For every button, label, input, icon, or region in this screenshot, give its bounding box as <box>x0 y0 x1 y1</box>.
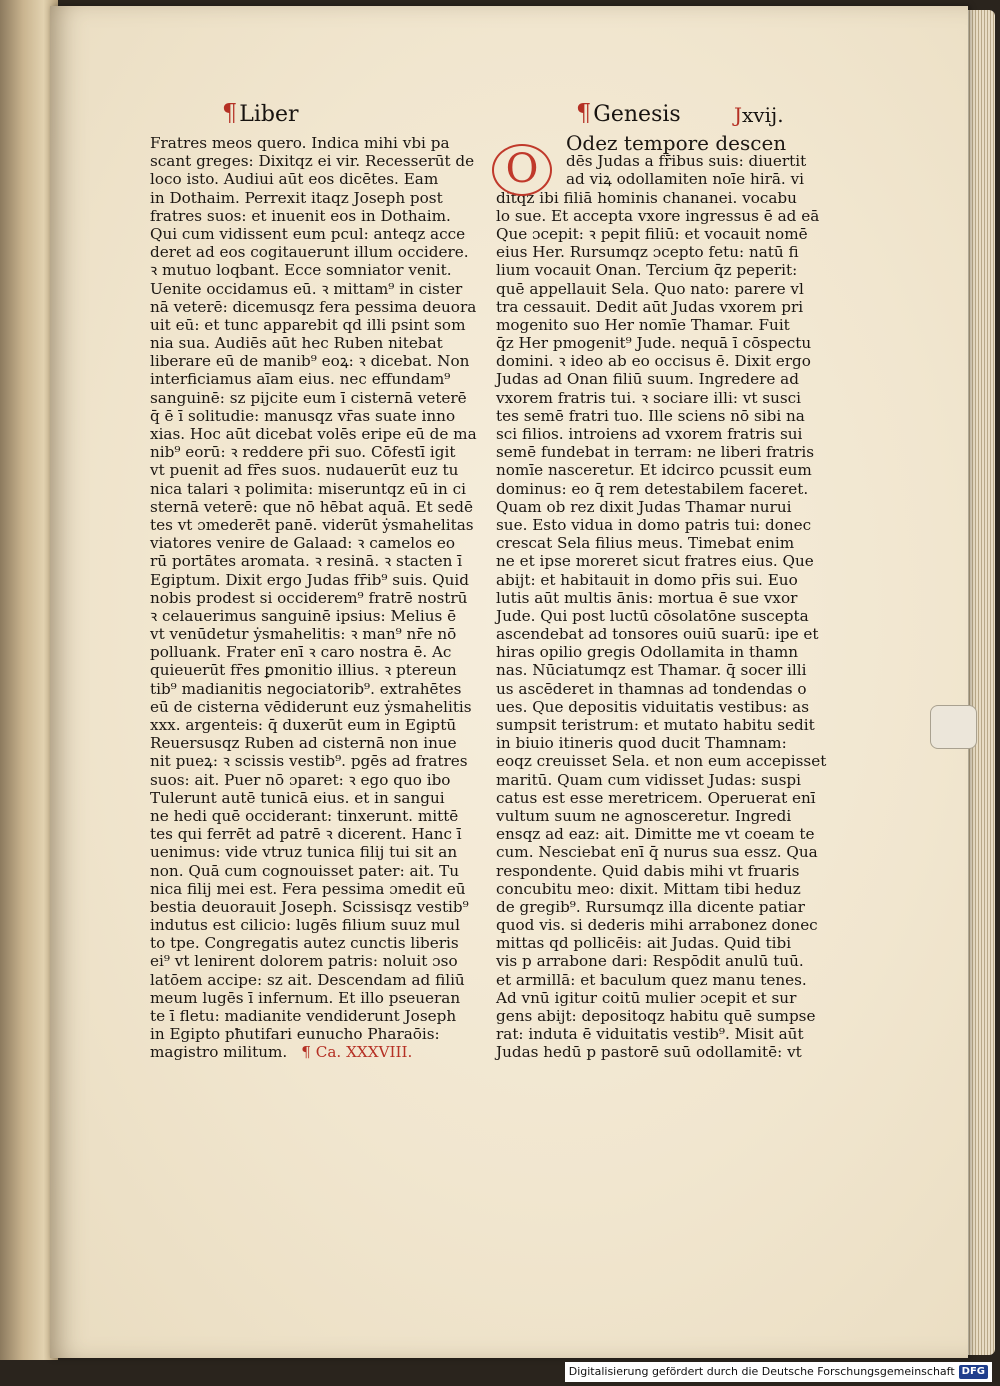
text-line-content: et armillā: et baculum quez manu tenes. <box>496 970 807 989</box>
text-line <box>150 788 445 807</box>
text-line-content: nā veterē: dicemusqz fera pessima deuora <box>150 297 477 316</box>
funding-text: Digitalisierung gefördert durch die Deutsche Forschungsgemeinschaft <box>568 1365 955 1378</box>
text-line <box>150 170 442 188</box>
text-line-content: quē appellauit Sela. Quo nato: parere vl <box>496 279 804 298</box>
text-line <box>496 989 814 1007</box>
text-line <box>150 988 461 1007</box>
text-line-content: polluank. Frater enī ꝛ caro nostra ē. Ac <box>150 643 452 662</box>
text-line <box>150 752 468 771</box>
text-line <box>496 534 814 552</box>
text-line <box>496 661 814 679</box>
text-line-content: eū de cisterna vēdiderunt euz ẏsmahelitis <box>150 697 472 716</box>
text-line <box>150 825 462 844</box>
text-line-content: nib⁹ eorū: ꝛ reddere pr̄i suo. Cōfestī igit <box>150 443 456 462</box>
text-line-content: sue. Esto vidua in domo patris tui: donec <box>496 515 812 534</box>
text-line <box>150 643 452 662</box>
text-line <box>496 698 814 716</box>
text-line-content: Judas ad Onan filiū suum. Ingredere ad <box>496 370 799 389</box>
text-line <box>150 970 465 989</box>
text-line-content: quod vis. si dederis mihi arrabonez donec <box>496 916 818 935</box>
text-line-content: rat: induta ē viduitatis vestib⁹. Misit aūt <box>496 1025 804 1044</box>
text-line-content: nas. Nūciatumqz est Thamar. q̄ socer illi <box>496 661 807 680</box>
text-line <box>496 131 814 155</box>
text-line-content: de gregib⁹. Rursumqz illa dicente patiar <box>496 897 805 916</box>
text-line-content: Que ɔcepit: ꝛ pepit filiū: et vocauit nomē <box>496 224 808 243</box>
text-line <box>496 716 814 734</box>
text-line-content: abijt: et habitauit in domo pr̄is sui. Euo <box>496 570 798 589</box>
text-line <box>150 479 466 498</box>
page-marker-tab <box>930 705 977 749</box>
text-line <box>150 497 473 516</box>
text-line <box>496 807 814 825</box>
text-line <box>150 897 469 916</box>
text-line-content: ꝛ celauerimus sanguinē ipsius: Melius ē <box>150 606 457 625</box>
text-line <box>150 606 457 625</box>
chapter-heading: ¶ Ca. XXXVIII. <box>301 1043 413 1062</box>
text-line-content: tes vt ɔmederēt panē. viderūt ẏsmahelitas <box>150 515 474 534</box>
text-line <box>496 789 814 807</box>
text-line <box>150 1007 457 1025</box>
text-line <box>496 316 814 334</box>
text-line <box>150 716 457 734</box>
text-line-content: nica filij mei est. Fera pessima ɔmedit eū <box>150 879 466 898</box>
text-line-content: lutis aūt multis ānis: mortua ē sue vxor <box>496 588 798 607</box>
text-line-content: interficiamus aīam eius. nec effundam⁹ <box>150 370 451 389</box>
text-line <box>496 571 814 589</box>
text-column-right <box>496 131 827 1062</box>
text-line-content: tes qui ferrēt ad patrē ꝛ dicerent. Hanc ī <box>150 825 462 844</box>
text-line-content: Jude. Qui post luctū cōsolatōne suscepta <box>496 606 809 625</box>
text-line <box>496 643 814 661</box>
text-line <box>150 661 457 680</box>
pilcrow-right: ¶ <box>576 99 592 127</box>
text-line <box>150 406 456 425</box>
text-line-content: xias. Hoc aūt dicebat volēs eripe eū de ma <box>150 425 477 443</box>
text-line <box>496 880 814 898</box>
text-line-content: fratres suos: et inuenit eos in Dothaim. <box>150 206 451 225</box>
text-line <box>496 734 814 752</box>
text-line-content: vultum suum ne agnosceretur. Ingredi <box>496 806 792 825</box>
text-line <box>150 534 455 553</box>
text-line <box>150 297 477 316</box>
text-column-left <box>150 134 477 1062</box>
dfg-logo: DFG <box>959 1365 988 1379</box>
text-line <box>496 280 814 298</box>
text-line-content: Fratres meos quero. Indica mihi vbi pa <box>150 134 450 152</box>
text-line <box>496 443 814 461</box>
text-line-content: mogenito suo Her nomīe Thamar. Fuit <box>496 315 790 334</box>
text-line <box>150 425 477 443</box>
text-line-content: eoqz creuisset Sela. et non eum accepisset <box>496 752 827 771</box>
text-line <box>496 407 814 425</box>
text-line-content: maritū. Quam cum vidisset Judas: suspi <box>496 770 802 789</box>
text-line-content: Reuersusqz Ruben ad cisternā non inue <box>150 734 457 753</box>
text-line <box>496 461 814 479</box>
text-line-content: hiras opilio gregis Odollamita in thamn <box>496 643 799 662</box>
text-line-content: sanguinē: sz pijcite eum ī cisternā veterē <box>150 388 467 407</box>
text-line-content: Odez tempore descen <box>566 131 787 155</box>
text-line <box>150 189 442 207</box>
text-line <box>496 480 814 498</box>
text-line-content: in biuio itineris quod ducit Thamnam: <box>496 734 787 753</box>
folio-number <box>734 103 784 127</box>
text-line-content: nit pueꝝ: ꝛ scissis vestib⁹. pgēs ad fratres <box>150 752 468 771</box>
text-line <box>150 934 459 953</box>
text-line-content: tra cessauit. Dedit aūt Judas vxorem pri <box>496 297 804 316</box>
text-line <box>496 771 814 789</box>
running-head-left <box>222 99 299 127</box>
text-line-content: ne hedi quē occiderant: tinxerunt. mittē <box>150 806 459 825</box>
text-line-content: gens abijt: depositoqz habitu quē sumpse <box>496 1007 816 1025</box>
text-line <box>150 952 458 971</box>
text-line-content: respondente. Quid dabis mihi vt fruaris <box>496 861 800 880</box>
text-line-content: bestia deuorauit Joseph. Scissisqz vestib⁹ <box>150 897 469 916</box>
text-line-content: ascendebat ad tonsores ouiū suarū: ipe et <box>496 625 819 644</box>
text-line <box>150 697 472 716</box>
text-line <box>496 298 814 316</box>
text-line <box>150 515 474 534</box>
text-line <box>496 206 820 225</box>
text-line-content: vt venūdetur ẏsmahelitis: ꝛ man⁹ nr̄e nō <box>150 625 457 644</box>
text-line-content: vxorem fratris tui. ꝛ sociare illi: vt susci <box>496 388 802 407</box>
text-line <box>496 516 814 534</box>
text-line-content: concubitu meo: dixit. Mittam tibi heduz <box>496 879 801 898</box>
text-line-content: q̄z Her pmogenit⁹ Jude. nequā ī cōspectu <box>496 334 812 353</box>
text-line-content: nomīe nasceretur. Et idcirco pcussit eum <box>496 461 812 480</box>
text-line <box>496 971 814 989</box>
text-line <box>150 261 452 280</box>
text-line <box>150 224 466 243</box>
text-line-content: sci filios. introiens ad vxorem fratris sui <box>496 425 803 443</box>
text-line-content: Egiptum. Dixit ergo Judas fr̄ib⁹ suis. Quid <box>150 570 469 589</box>
text-line <box>496 243 814 261</box>
text-line-content: tib⁹ madianitis negociatorib⁹. extrahētes <box>150 679 462 698</box>
text-line-content: ei⁹ vt lenirent dolorem patris: noluit ɔso <box>150 952 458 971</box>
text-line-content: quieuerūt fr̄es ꝑmonitio illius. ꝛ ptereun <box>150 661 457 680</box>
text-line <box>496 261 814 279</box>
text-line-content: nica talari ꝛ polimita: miseruntqz eū in ci <box>150 479 466 498</box>
text-line-content: viatores venire de Galaad: ꝛ camelos eo <box>150 534 455 553</box>
running-head-left-text: Liber <box>239 102 299 127</box>
text-line <box>150 625 457 644</box>
text-line-content: Judas hedū p pastorē suū odollamitē: vt <box>496 1043 802 1062</box>
text-line <box>150 770 451 789</box>
text-line-content: dēs Judas a fr̄ibus suis: diuertit <box>566 152 807 171</box>
text-line-content: semē fundebat in terram: ne liberi fratris <box>496 443 814 462</box>
text-line <box>496 1007 814 1025</box>
text-line <box>150 370 451 389</box>
text-line-content: non. Quā cum cognouisset pater: ait. Tu <box>150 861 460 880</box>
text-line <box>150 552 463 571</box>
text-line-content: Qui cum vidissent eum pcul: anteqz acce <box>150 224 466 243</box>
text-line <box>496 680 814 698</box>
text-line-content: to tpe. Congregatis autez cunctis liberis <box>150 934 459 953</box>
text-line <box>496 352 814 370</box>
text-line-content: q̄ ē ī solitudie: manusqz vr̄as suate inno <box>150 406 456 425</box>
pilcrow-left: ¶ <box>222 99 238 127</box>
text-line <box>150 334 442 352</box>
text-line-content: tes semē fratri tuo. Ille sciens nō sibi na <box>496 406 805 425</box>
text-line-content: magistro militum. <box>150 1043 288 1062</box>
text-line <box>150 1025 442 1043</box>
text-line-content: deret ad eos cogitauerunt illum occidere. <box>150 243 469 262</box>
text-line-content: rū portātes aromata. ꝛ resinā. ꝛ stacten ī <box>150 552 463 571</box>
text-line-content: indutus est cilicio: lugēs filium suuz mul <box>150 916 460 935</box>
text-line <box>150 134 450 152</box>
text-line <box>150 1043 442 1061</box>
text-line <box>496 862 814 880</box>
text-line <box>496 825 814 843</box>
text-line <box>150 461 459 480</box>
text-line-content: ditqz ibi filiā hominis chananei. vocabu <box>496 188 797 207</box>
text-line-content: cum. Nesciebat enī q̄ nurus sua essz. Qua <box>496 843 818 862</box>
text-line <box>150 279 463 298</box>
text-line-content: us ascēderet in thamnas ad tondendas o <box>496 679 807 698</box>
text-line <box>150 879 466 898</box>
text-line <box>150 588 468 607</box>
text-line-content: liberare eū de manib⁹ eoꝝ: ꝛ dicebat. Non <box>150 352 470 371</box>
text-line-content: te ī fletu: madianite vendiderunt Joseph <box>150 1007 457 1025</box>
text-line-content: xxx. argenteis: q̄ duxerūt eum in Egiptū <box>150 716 457 734</box>
text-line-content: lo sue. Et accepta vxore ingressus ē ad eā <box>496 206 820 225</box>
text-line-content: crescat Sela filius meus. Timebat enim <box>496 534 795 553</box>
text-line-content: sumpsit teristrum: et mutato habitu sedit <box>496 716 815 734</box>
text-line-content: loco isto. Audiui aūt eos dicētes. Eam <box>150 170 439 189</box>
text-line <box>150 843 458 862</box>
text-line <box>496 334 814 352</box>
decorated-initial: O <box>492 144 552 196</box>
text-line <box>496 625 819 644</box>
running-head-right-text: Genesis <box>593 102 681 127</box>
text-line-content: suos: ait. Puer nō ɔparet: ꝛ ego quo ibo <box>150 770 451 789</box>
text-line-content: ad viꝝ odollamiten noīe hirā. vi <box>566 170 805 189</box>
running-head-right <box>576 99 681 127</box>
text-line <box>150 315 466 334</box>
text-line <box>496 225 814 243</box>
text-line <box>150 806 459 825</box>
text-line-content: dominus: eo q̄ rem detestabilem faceret. <box>496 479 809 498</box>
text-line-content: Ad vnū igitur coitū mulier ɔcepit et sur <box>496 988 797 1007</box>
text-line-content: ꝛ mutuo loqbant. Ecce somniator venit. <box>150 261 452 280</box>
text-line <box>150 679 462 698</box>
text-line-content: lium vocauit Onan. Tercium q̄z peperit: <box>496 261 798 280</box>
text-line <box>496 752 827 771</box>
text-line-content: ne et ipse moreret sicut fratres eius. Que <box>496 552 814 571</box>
text-line <box>496 607 814 625</box>
text-line-content: in Egipto pħutifari eunucho Pharaōis: <box>150 1025 440 1044</box>
text-line-content: ensqz ad eaz: ait. Dimitte me vt coeam te <box>496 825 815 844</box>
text-line <box>496 389 814 407</box>
text-line <box>496 898 814 916</box>
text-line <box>150 206 451 225</box>
text-line-content: Quam ob rez dixit Judas Thamar nurui <box>496 497 792 516</box>
folio-mark: J <box>734 103 743 127</box>
text-line-content: latōem accipe: sz ait. Descendam ad filiū <box>150 970 465 989</box>
text-line <box>496 189 814 207</box>
text-line <box>150 916 460 935</box>
text-line <box>150 570 469 589</box>
text-line <box>150 861 460 880</box>
text-line <box>496 934 814 952</box>
text-line-content: nobis prodest si occiderem⁹ fratrē nostrū <box>150 588 468 607</box>
text-line-content: nia sua. Audiēs aūt hec Ruben nitebat <box>150 334 443 353</box>
text-line <box>150 443 456 462</box>
text-line <box>496 425 814 443</box>
text-line <box>150 243 469 262</box>
text-line <box>496 498 814 516</box>
text-line-content: Uenite occidamus eū. ꝛ mittam⁹ in cister <box>150 279 463 298</box>
text-line <box>496 916 818 935</box>
text-line <box>496 843 818 862</box>
text-line <box>496 1025 814 1043</box>
text-line-content: domini. ꝛ ideo ab eo occisus ē. Dixit ergo <box>496 352 811 371</box>
text-line <box>496 952 814 970</box>
text-line-content: in Dothaim. Perrexit itaqz Joseph post <box>150 188 443 207</box>
text-line-content: ues. Que depositis viduitatis vestibus: as <box>496 697 810 716</box>
text-line <box>496 370 814 388</box>
text-line-content: mittas qd pollicēis: ait Judas. Quid tibi <box>496 934 792 953</box>
text-line <box>496 1043 814 1061</box>
text-line-content: sternā veterē: que nō hēbat aquā. Et sedē <box>150 497 473 516</box>
text-line <box>496 552 814 570</box>
text-line-content: meum lugēs ī infernum. Et illo pseueran <box>150 988 461 1007</box>
text-line <box>150 152 475 171</box>
text-line-content: vt puenit ad fr̄es suos. nudauerūt euz tu <box>150 461 459 480</box>
text-line-content: uit eū: et tunc apparebit qd illi psint som <box>150 315 466 334</box>
text-line-content: eius Her. Rursumqz ɔcepto fetu: natū fi <box>496 243 799 262</box>
text-line <box>150 388 467 407</box>
text-line <box>150 352 470 371</box>
text-line-content: uenimus: vide vtruz tunica filij tui sit an <box>150 843 458 862</box>
text-line-content: vis p arrabone dari: Respōdit anulū tuū. <box>496 952 804 971</box>
text-line-content: catus est esse meretricem. Operuerat enī <box>496 788 816 807</box>
text-line-content: scant greges: Dixitqz ei vir. Recesserūt de <box>150 152 475 171</box>
text-line <box>150 734 457 753</box>
funding-footer <box>565 1362 992 1382</box>
folio-text: xvij. <box>742 103 784 127</box>
text-line-content: Tulerunt autē tunicā eius. et in sangui <box>150 788 445 807</box>
text-line <box>496 589 814 607</box>
